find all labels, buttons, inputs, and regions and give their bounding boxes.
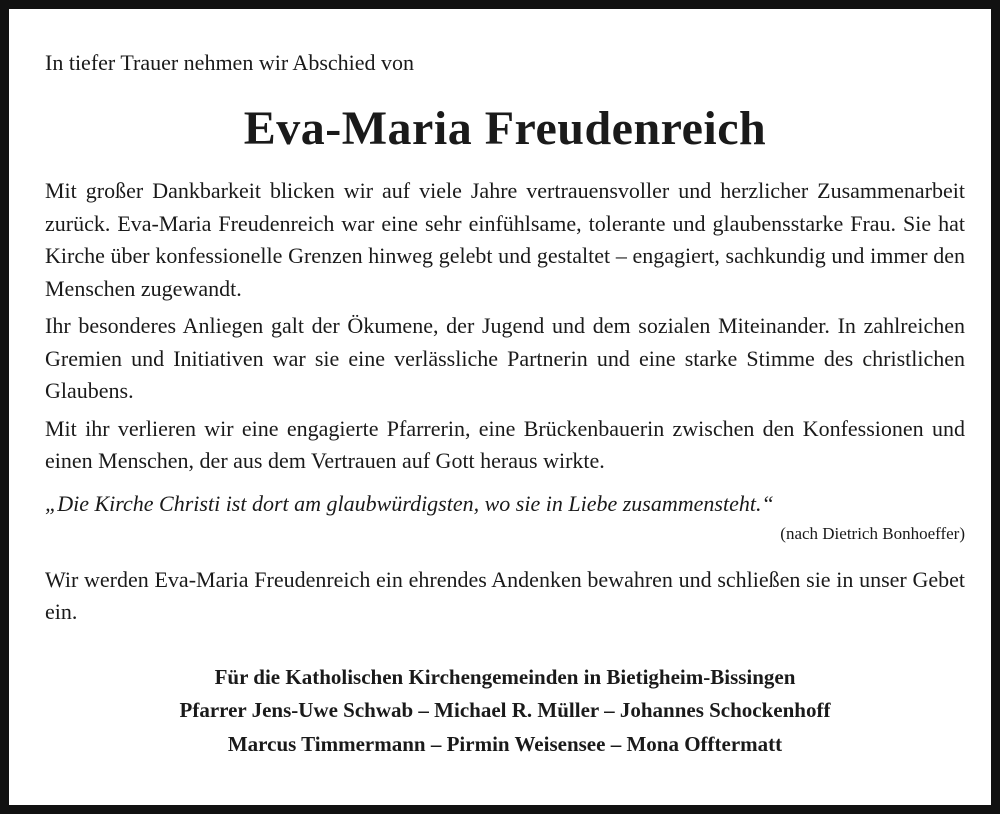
paragraph-loss: Mit ihr verlieren wir eine engagierte Pfarrerin, eine Brückenbauerin zwischen den Konfessionen und einen Menschen, der aus dem Vertrauen auf Gott heraus wirkte.: [45, 415, 965, 473]
obituary-content: [45, 39, 965, 761]
quote-attribution: (nach Dietrich Bonhoeffer): [780, 523, 965, 543]
closing-text: Wir werden Eva-Maria Freudenreich ein ehrendes Andenken bewahren und schließen sie in unser Gebet ein.: [45, 566, 965, 624]
paragraph-gratitude: Mit großer Dankbarkeit blicken wir auf viele Jahre vertrauensvoller und herzlicher Zusammenarbeit zurück. Eva-Maria Freudenreich war eine sehr einfühlsame, tolerante und glaubensstarke Frau. Sie hat Kirche über konfessionelle Grenzen hinweg gelebt und gestaltet – engagiert, sachkundig und immer den Menschen zugewandt.: [45, 178, 965, 301]
quote-text: „Die Kirche Christi ist dort am glaubwürdigsten, wo sie in Liebe zusammensteht.“: [45, 490, 774, 516]
signature-organization: Für die Katholischen Kirchengemeinden in Bietigheim-Bissingen: [214, 664, 796, 689]
deceased-name: Eva-Maria Freudenreich: [243, 102, 767, 155]
paragraph-concerns: Ihr besonderes Anliegen galt der Ökumene, der Jugend und dem sozialen Miteinander. In zahlreichen Gremien und Initiativen war sie eine verlässliche Partnerin und eine starke Stimme des christlichen Glaubens.: [45, 313, 965, 403]
intro-text: In tiefer Trauer nehmen wir Abschied von: [45, 50, 415, 75]
signature-names-line-1: Pfarrer Jens-Uwe Schwab – Michael R. Müller – Johannes Schockenhoff: [179, 697, 831, 722]
signature-names-line-2: Marcus Timmermann – Pirmin Weisensee – Mona Offtermatt: [227, 731, 783, 756]
